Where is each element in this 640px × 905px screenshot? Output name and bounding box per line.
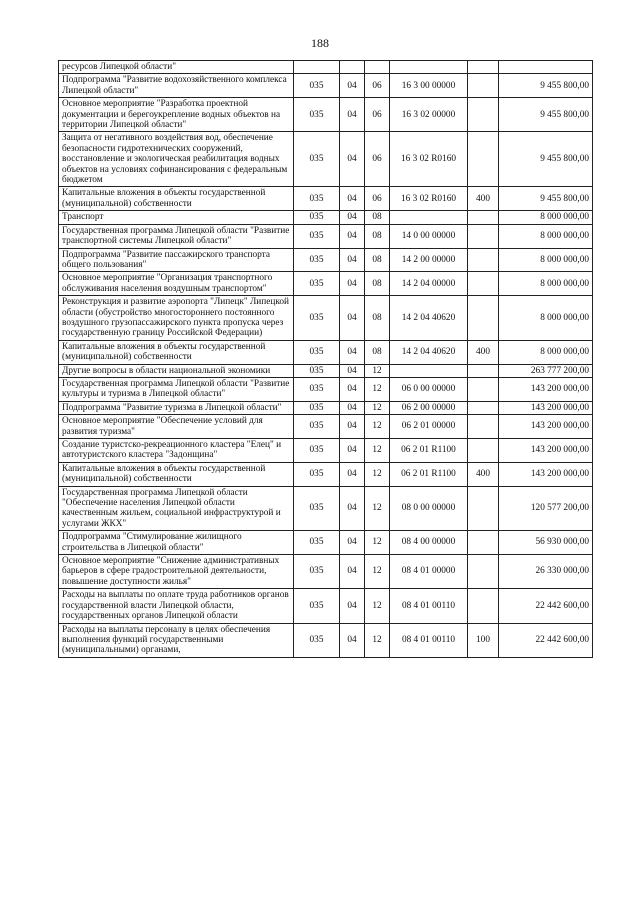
row-target-article: 14 2 04 40620 xyxy=(390,296,468,341)
table-row xyxy=(59,531,593,555)
row-subsection-code: 12 xyxy=(365,531,390,555)
row-amount: 8 000 000,00 xyxy=(499,248,593,272)
row-subsection-code: 08 xyxy=(365,211,390,224)
row-amount: 143 200 000,00 xyxy=(499,462,593,486)
row-section-code: 04 xyxy=(340,98,365,132)
row-target-article: 16 3 00 00000 xyxy=(390,74,468,98)
row-target-article: 06 2 00 00000 xyxy=(390,401,468,414)
row-expense-type xyxy=(468,296,499,341)
row-section-code: 04 xyxy=(340,248,365,272)
row-target-article: 06 2 01 R1100 xyxy=(390,462,468,486)
row-gl-code: 035 xyxy=(294,340,340,364)
row-amount: 120 577 200,00 xyxy=(499,486,593,531)
table-row xyxy=(59,187,593,211)
row-subsection-code: 06 xyxy=(365,187,390,211)
row-subsection-code: 08 xyxy=(365,248,390,272)
row-subsection-code: 12 xyxy=(365,401,390,414)
row-section-code: 04 xyxy=(340,364,365,377)
row-amount xyxy=(499,61,593,74)
table-row xyxy=(59,439,593,463)
row-section-code: 04 xyxy=(340,486,365,531)
row-target-article xyxy=(390,61,468,74)
row-subsection-code: 06 xyxy=(365,132,390,187)
row-amount: 143 200 000,00 xyxy=(499,377,593,401)
row-expense-type xyxy=(468,377,499,401)
row-subsection-code: 12 xyxy=(365,486,390,531)
row-section-code: 04 xyxy=(340,187,365,211)
table-row xyxy=(59,462,593,486)
row-target-article: 06 2 01 00000 xyxy=(390,415,468,439)
row-subsection-code: 06 xyxy=(365,74,390,98)
row-amount: 8 000 000,00 xyxy=(499,211,593,224)
row-expense-type xyxy=(468,74,499,98)
page-number: 188 xyxy=(311,36,329,50)
row-name: Государственная программа Липецкой области "Развитие культуры и туризма в Липецкой области" xyxy=(59,377,294,401)
row-name: Другие вопросы в области национальной экономики xyxy=(59,364,294,377)
table-row xyxy=(59,364,593,377)
row-gl-code: 035 xyxy=(294,272,340,296)
row-section-code: 04 xyxy=(340,401,365,414)
table-row xyxy=(59,555,593,589)
table-row xyxy=(59,623,593,657)
row-subsection-code xyxy=(365,61,390,74)
row-name: Подпрограмма "Развитие туризма в Липецкой области" xyxy=(59,401,294,414)
row-name: Капитальные вложения в объекты государственной (муниципальной) собственности xyxy=(59,340,294,364)
table-row xyxy=(59,401,593,414)
row-subsection-code: 12 xyxy=(365,462,390,486)
row-gl-code: 035 xyxy=(294,589,340,623)
row-section-code: 04 xyxy=(340,272,365,296)
row-amount: 9 455 800,00 xyxy=(499,132,593,187)
row-subsection-code: 06 xyxy=(365,98,390,132)
row-gl-code: 035 xyxy=(294,401,340,414)
row-name: Подпрограмма "Стимулирование жилищного строительства в Липецкой области" xyxy=(59,531,294,555)
row-expense-type: 400 xyxy=(468,340,499,364)
row-gl-code: 035 xyxy=(294,248,340,272)
row-subsection-code: 12 xyxy=(365,623,390,657)
budget-table xyxy=(58,60,593,658)
table-row xyxy=(59,415,593,439)
row-expense-type xyxy=(468,364,499,377)
row-target-article: 14 2 04 40620 xyxy=(390,340,468,364)
row-gl-code: 035 xyxy=(294,415,340,439)
row-gl-code: 035 xyxy=(294,623,340,657)
table-row xyxy=(59,486,593,531)
row-expense-type xyxy=(468,401,499,414)
row-expense-type xyxy=(468,211,499,224)
row-target-article: 08 4 00 00000 xyxy=(390,531,468,555)
row-target-article xyxy=(390,211,468,224)
row-target-article: 16 3 02 R0160 xyxy=(390,132,468,187)
row-section-code: 04 xyxy=(340,439,365,463)
row-name: Защита от негативного воздействия вод, обеспечение безопасности гидротехнических сооружений, восстановление и экологическая реабилитация водных объектов на условиях софинансирования с федеральным бюджетом xyxy=(59,132,294,187)
row-section-code: 04 xyxy=(340,224,365,248)
row-target-article: 14 2 00 00000 xyxy=(390,248,468,272)
row-gl-code: 035 xyxy=(294,555,340,589)
row-name: Государственная программа Липецкой области "Обеспечение населения Липецкой области качественным жильем, социальной инфраструктурой и услугами ЖКХ" xyxy=(59,486,294,531)
row-section-code: 04 xyxy=(340,462,365,486)
row-subsection-code: 12 xyxy=(365,377,390,401)
row-target-article: 08 4 01 00110 xyxy=(390,623,468,657)
row-subsection-code: 08 xyxy=(365,340,390,364)
row-amount: 9 455 800,00 xyxy=(499,187,593,211)
row-gl-code: 035 xyxy=(294,296,340,341)
row-expense-type xyxy=(468,61,499,74)
row-expense-type xyxy=(468,531,499,555)
row-target-article: 06 0 00 00000 xyxy=(390,377,468,401)
row-expense-type xyxy=(468,589,499,623)
row-gl-code: 035 xyxy=(294,224,340,248)
row-amount: 263 777 200,00 xyxy=(499,364,593,377)
row-expense-type xyxy=(468,224,499,248)
row-amount: 8 000 000,00 xyxy=(499,340,593,364)
row-amount: 56 930 000,00 xyxy=(499,531,593,555)
row-gl-code: 035 xyxy=(294,132,340,187)
row-amount: 26 330 000,00 xyxy=(499,555,593,589)
row-gl-code: 035 xyxy=(294,439,340,463)
row-name: Государственная программа Липецкой области "Развитие транспортной системы Липецкой области" xyxy=(59,224,294,248)
row-target-article: 16 3 02 00000 xyxy=(390,98,468,132)
row-section-code: 04 xyxy=(340,211,365,224)
row-name: Реконструкция и развитие аэропорта "Липецк" Липецкой области (обустройство многостороннего постоянного воздушного грузопассажирского пункта пропуска через государственную границу Российской Федерации) xyxy=(59,296,294,341)
row-name: Подпрограмма "Развитие водохозяйственного комплекса Липецкой области" xyxy=(59,74,294,98)
row-target-article: 14 2 04 00000 xyxy=(390,272,468,296)
row-subsection-code: 08 xyxy=(365,272,390,296)
row-gl-code: 035 xyxy=(294,74,340,98)
row-section-code: 04 xyxy=(340,555,365,589)
row-expense-type xyxy=(468,486,499,531)
row-section-code: 04 xyxy=(340,74,365,98)
row-name: Капитальные вложения в объекты государственной (муниципальной) собственности xyxy=(59,462,294,486)
row-amount: 22 442 600,00 xyxy=(499,623,593,657)
table-row xyxy=(59,224,593,248)
row-target-article xyxy=(390,364,468,377)
row-section-code: 04 xyxy=(340,340,365,364)
row-gl-code xyxy=(294,61,340,74)
row-gl-code: 035 xyxy=(294,462,340,486)
table-row xyxy=(59,272,593,296)
row-amount: 143 200 000,00 xyxy=(499,401,593,414)
row-section-code: 04 xyxy=(340,589,365,623)
row-name: Транспорт xyxy=(59,211,294,224)
row-gl-code: 035 xyxy=(294,187,340,211)
row-name: Расходы на выплаты персоналу в целях обеспечения выполнения функций государственными (муниципальными) органами, xyxy=(59,623,294,657)
row-expense-type: 100 xyxy=(468,623,499,657)
row-section-code: 04 xyxy=(340,531,365,555)
row-subsection-code: 12 xyxy=(365,439,390,463)
row-expense-type xyxy=(468,555,499,589)
row-subsection-code: 12 xyxy=(365,415,390,439)
row-subsection-code: 08 xyxy=(365,224,390,248)
row-section-code: 04 xyxy=(340,132,365,187)
row-expense-type xyxy=(468,439,499,463)
row-section-code: 04 xyxy=(340,623,365,657)
row-amount: 22 442 600,00 xyxy=(499,589,593,623)
table-row xyxy=(59,296,593,341)
row-amount: 143 200 000,00 xyxy=(499,415,593,439)
table-row xyxy=(59,211,593,224)
row-expense-type xyxy=(468,98,499,132)
row-name: ресурсов Липецкой области" xyxy=(59,61,294,74)
row-name: Создание туристско-рекреационного кластера "Елец" и автотуристского кластера "Задонщина" xyxy=(59,439,294,463)
table-body xyxy=(59,61,593,658)
row-subsection-code: 12 xyxy=(365,555,390,589)
row-subsection-code: 08 xyxy=(365,296,390,341)
row-target-article: 14 0 00 00000 xyxy=(390,224,468,248)
row-name: Капитальные вложения в объекты государственной (муниципальной) собственности xyxy=(59,187,294,211)
row-target-article: 08 4 01 00000 xyxy=(390,555,468,589)
row-amount: 8 000 000,00 xyxy=(499,296,593,341)
row-name: Основное мероприятие "Организация транспортного обслуживания населения воздушным транспортом" xyxy=(59,272,294,296)
row-expense-type xyxy=(468,272,499,296)
row-expense-type xyxy=(468,248,499,272)
row-name: Подпрограмма "Развитие пассажирского транспорта общего пользования" xyxy=(59,248,294,272)
table-row xyxy=(59,61,593,74)
row-amount: 9 455 800,00 xyxy=(499,74,593,98)
row-amount: 8 000 000,00 xyxy=(499,272,593,296)
row-target-article: 08 0 00 00000 xyxy=(390,486,468,531)
row-expense-type xyxy=(468,415,499,439)
table-row xyxy=(59,589,593,623)
row-gl-code: 035 xyxy=(294,364,340,377)
row-amount: 9 455 800,00 xyxy=(499,98,593,132)
row-name: Основное мероприятие "Разработка проектной документации и берегоукрепление водных объектов на территории Липецкой области" xyxy=(59,98,294,132)
row-gl-code: 035 xyxy=(294,486,340,531)
row-expense-type: 400 xyxy=(468,462,499,486)
table-row xyxy=(59,248,593,272)
row-section-code: 04 xyxy=(340,415,365,439)
row-name: Расходы на выплаты по оплате труда работников органов государственной власти Липецкой области, государственных органов Липецкой области xyxy=(59,589,294,623)
row-subsection-code: 12 xyxy=(365,589,390,623)
row-gl-code: 035 xyxy=(294,531,340,555)
row-expense-type xyxy=(468,132,499,187)
table-row xyxy=(59,377,593,401)
table-row xyxy=(59,340,593,364)
row-expense-type: 400 xyxy=(468,187,499,211)
table-row xyxy=(59,98,593,132)
row-gl-code: 035 xyxy=(294,377,340,401)
row-name: Основное мероприятие "Обеспечение условий для развития туризма" xyxy=(59,415,294,439)
row-section-code: 04 xyxy=(340,377,365,401)
row-target-article: 06 2 01 R1100 xyxy=(390,439,468,463)
row-amount: 8 000 000,00 xyxy=(499,224,593,248)
row-target-article: 08 4 01 00110 xyxy=(390,589,468,623)
row-amount: 143 200 000,00 xyxy=(499,439,593,463)
row-gl-code: 035 xyxy=(294,98,340,132)
table-row xyxy=(59,132,593,187)
row-section-code: 04 xyxy=(340,296,365,341)
row-target-article: 16 3 02 R0160 xyxy=(390,187,468,211)
row-gl-code: 035 xyxy=(294,211,340,224)
table-row xyxy=(59,74,593,98)
row-name: Основное мероприятие "Снижение административных барьеров в сфере градостроительной деятельности, повышение доступности жилья" xyxy=(59,555,294,589)
row-section-code xyxy=(340,61,365,74)
row-subsection-code: 12 xyxy=(365,364,390,377)
